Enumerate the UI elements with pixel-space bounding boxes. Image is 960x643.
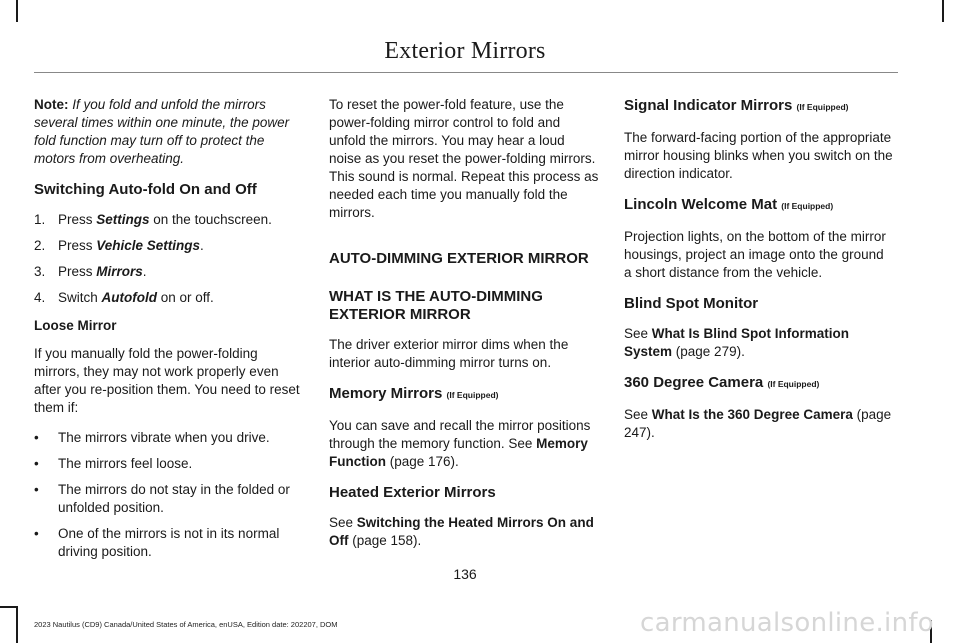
signal-text: The forward-facing portion of the appropriate mirror housing blinks when you switch on the direction indicator.: [624, 130, 893, 181]
reset-conditions-list: [34, 429, 306, 561]
crop-mark-top-left-v: [16, 0, 18, 22]
loose-mirror-heading: Loose Mirror: [34, 318, 117, 333]
bullet-icon: •: [34, 526, 39, 541]
blind-spot-text: See What Is Blind Spot Information System (page 279).: [624, 326, 850, 359]
autofold-steps: [34, 211, 306, 307]
blind-spot-link[interactable]: What Is Blind Spot Information System: [624, 326, 850, 359]
if-equipped-tag: (If Equipped): [767, 379, 820, 389]
memory-text: You can save and recall the mirror positions through the memory function. See Memory Function (page 176).: [329, 418, 591, 469]
step-keyword: Vehicle Settings: [96, 238, 201, 253]
header-rule: [34, 72, 898, 73]
list-item: • The mirrors do not stay in the folded or unfolded position.: [34, 482, 290, 515]
bullet-icon: •: [34, 456, 39, 471]
column-middle: [329, 96, 599, 562]
signal-indicator-heading: Signal Indicator Mirrors (If Equipped): [624, 97, 849, 114]
list-item: • The mirrors vibrate when you drive.: [34, 430, 270, 445]
column-right: [624, 96, 894, 454]
crop-mark-bottom-left-h: [0, 606, 18, 608]
column-left: [34, 96, 306, 571]
list-item: • One of the mirrors is not in its normal driving position.: [34, 526, 280, 559]
memory-function-link[interactable]: Memory Function: [329, 436, 588, 469]
camera-text: See What Is the 360 Degree Camera (page 247).: [624, 407, 892, 440]
crop-mark-top-right-v: [942, 0, 944, 22]
step-item: 4. Switch Autofold on or off.: [34, 290, 214, 305]
note-text: If you fold and unfold the mirrors several times within one minute, the power fold function may turn off to protect the motors from overheating.: [34, 97, 290, 166]
bullet-icon: •: [34, 430, 39, 445]
heated-mirrors-link[interactable]: Switching the Heated Mirrors On and Off: [329, 515, 594, 548]
memory-mirrors-heading: Memory Mirrors (If Equipped): [329, 385, 499, 402]
if-equipped-tag: (If Equipped): [796, 102, 849, 112]
camera-heading: 360 Degree Camera (If Equipped): [624, 374, 820, 391]
crop-mark-bottom-left-v: [16, 606, 18, 643]
page-number: 136: [453, 566, 477, 582]
welcome-mat-heading: Lincoln Welcome Mat (If Equipped): [624, 196, 834, 213]
step-keyword: Autofold: [101, 290, 157, 305]
page-title: Exterior Mirrors: [384, 38, 546, 64]
loose-mirror-text: If you manually fold the power-folding mirrors, they may not work properly even after you re-position them. You need to reset them if:: [34, 346, 300, 415]
heated-mirrors-heading: Heated Exterior Mirrors: [329, 484, 496, 501]
switching-autofold-heading: Switching Auto-fold On and Off: [34, 181, 257, 198]
what-is-text: The driver exterior mirror dims when the interior auto-dimming mirror turns on.: [329, 337, 569, 370]
step-keyword: Mirrors: [96, 264, 143, 279]
blind-spot-heading: Blind Spot Monitor: [624, 295, 759, 312]
if-equipped-tag: (If Equipped): [781, 201, 834, 211]
heated-text: See Switching the Heated Mirrors On and Off (page 158).: [329, 515, 594, 548]
note-paragraph: [34, 96, 306, 168]
step-item: 3. Press Mirrors.: [34, 264, 147, 279]
step-keyword: Settings: [96, 212, 150, 227]
step-item: 1. Press Settings on the touchscreen.: [34, 212, 272, 227]
if-equipped-tag: (If Equipped): [446, 390, 499, 400]
reset-text: To reset the power-fold feature, use the power-folding mirror control to fold and unfold the mirrors. You may hear a loud noise as you reset the power-folding mirrors. This sound is normal. Repeat this process as needed each time you manually fold the mirrors.: [329, 97, 599, 220]
welcome-text: Projection lights, on the bottom of the mirror housings, project an image onto the ground a short distance from the vehicle.: [624, 229, 886, 280]
list-item: • The mirrors feel loose.: [34, 456, 193, 471]
section-heading-auto-dimming: AUTO-DIMMING EXTERIOR MIRROR: [329, 250, 589, 267]
step-item: 2. Press Vehicle Settings.: [34, 238, 204, 253]
note-label: Note:: [34, 97, 69, 112]
bullet-icon: •: [34, 482, 39, 497]
edition-footer: 2023 Nautilus (CD9) Canada/United States of America, enUSA, Edition date: 202207, DOM: [34, 620, 338, 629]
camera-link[interactable]: What Is the 360 Degree Camera: [651, 407, 853, 422]
watermark: carmanualsonline.info: [640, 608, 935, 638]
what-is-heading: WHAT IS THE AUTO-DIMMING EXTERIOR MIRROR: [329, 288, 543, 323]
